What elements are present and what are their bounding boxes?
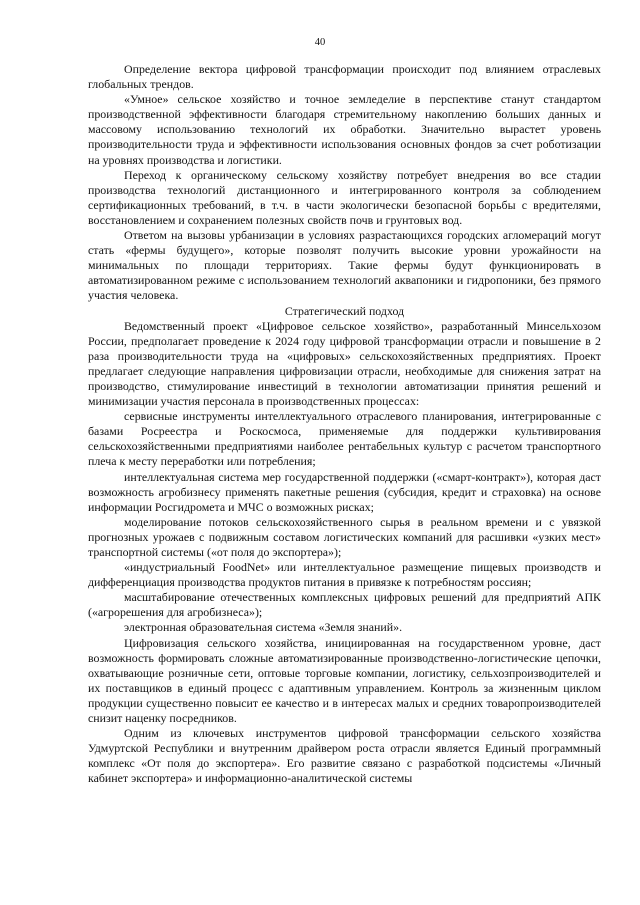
- list-item: сервисные инструменты интеллектуального отраслевого планирования, интегрированные с базами Росреестра и Роскосмоса, применяемые для поддержки культивирования сельскохозяйственными предприятиями наиболее рентабельных культур с расчетом транспортного плеча к месту переработки или потребления;: [88, 409, 601, 469]
- paragraph: Ответом на вызовы урбанизации в условиях разрастающихся городских агломераций могут стать «фермы будущего», которые позволят получить высокие уровни урожайности на минимальных по площади территориях. Такие фермы будут функционировать в автоматизированном режиме с использованием технологий аквапоники и гидропоники, без прямого участия человека.: [88, 228, 601, 303]
- paragraph: Ведомственный проект «Цифровое сельское хозяйство», разработанный Минсельхозом России, предполагает проведение к 2024 году цифровой трансформации отрасли и повышение в 2 раза производительности труда на «цифровых» сельскохозяйственных предприятиях. Проект предлагает следующие направления цифровизации отрасли, необходимые для снижения затрат на производство, стимулирование инвестиций в технологии автоматизации принятия решений и минимизации участия персонала в производственных процессах:: [88, 318, 601, 409]
- page-number: 40: [314, 37, 326, 48]
- list-item: интеллектуальная система мер государственной поддержки («смарт-контракт»), которая даст возможность агробизнесу применять пакетные решения (субсидия, кредит и страховка) на основе информации Росгидромета и МЧС о возможных рисках;: [88, 469, 601, 514]
- paragraph: Одним из ключевых инструментов цифровой трансформации сельского хозяйства Удмуртской Республики и внутренним драйвером роста отрасли является Единый программный комплекс «От поля до экспортера». Его развитие связано с разработкой подсистемы «Личный кабинет экспортера» и информационно-аналитической системы: [88, 726, 601, 786]
- paragraph: Определение вектора цифровой трансформации происходит под влиянием отраслевых глобальных трендов.: [88, 62, 601, 92]
- paragraph: «Умное» сельское хозяйство и точное земледелие в перспективе станут стандартом производственной эффективности благодаря стремительному накоплению больших данных и массовому использованию технологий их обработки. Значительно вырастет уровень производительности труда и эффективности использования основных фондов за счет роботизации на уровнях производства и логистики.: [88, 92, 601, 167]
- list-item: «индустриальный FoodNet» или интеллектуальное размещение пищевых производств и дифференциация производства продуктов питания в привязке к потребностям россиян;: [88, 560, 601, 590]
- paragraph: Цифровизация сельского хозяйства, инициированная на государственном уровне, даст возможность формировать сложные автоматизированные производственно-логистические цепочки, охватывающие розничные сети, оптовые торговые компании, логистику, сельхозпроизводителей и их поставщиков в единый процесс с адаптивным управлением. Контроль за жизненным циклом продукции существенно повысит ее качество и в интересах малых и средних товаропроизводителей снизит наценку посредников.: [88, 635, 601, 726]
- section-title: Стратегический подход: [284, 303, 405, 318]
- list-item: масштабирование отечественных комплексных цифровых решений для предприятий АПК («агрорешения для агробизнеса»);: [88, 590, 601, 620]
- document-body: [88, 62, 601, 787]
- list-item: моделирование потоков сельскохозяйственного сырья в реальном времени и с увязкой прогнозных урожаев с подвижным составом логистических компаний для расшивки «узких мест» транспортной системы («от поля до экспортера»);: [88, 514, 601, 559]
- paragraph: Переход к органическому сельскому хозяйству потребует внедрения во все стадии производства технологий дистанционного и интегрированного контроля за соблюдением сертификационных требований, в т.ч. в части экологически безопасной борьбы с вредителями, восстановлением и сохранением полезных свойств почв и грунтовых вод.: [88, 167, 601, 227]
- list-item: электронная образовательная система «Земля знаний».: [124, 620, 403, 635]
